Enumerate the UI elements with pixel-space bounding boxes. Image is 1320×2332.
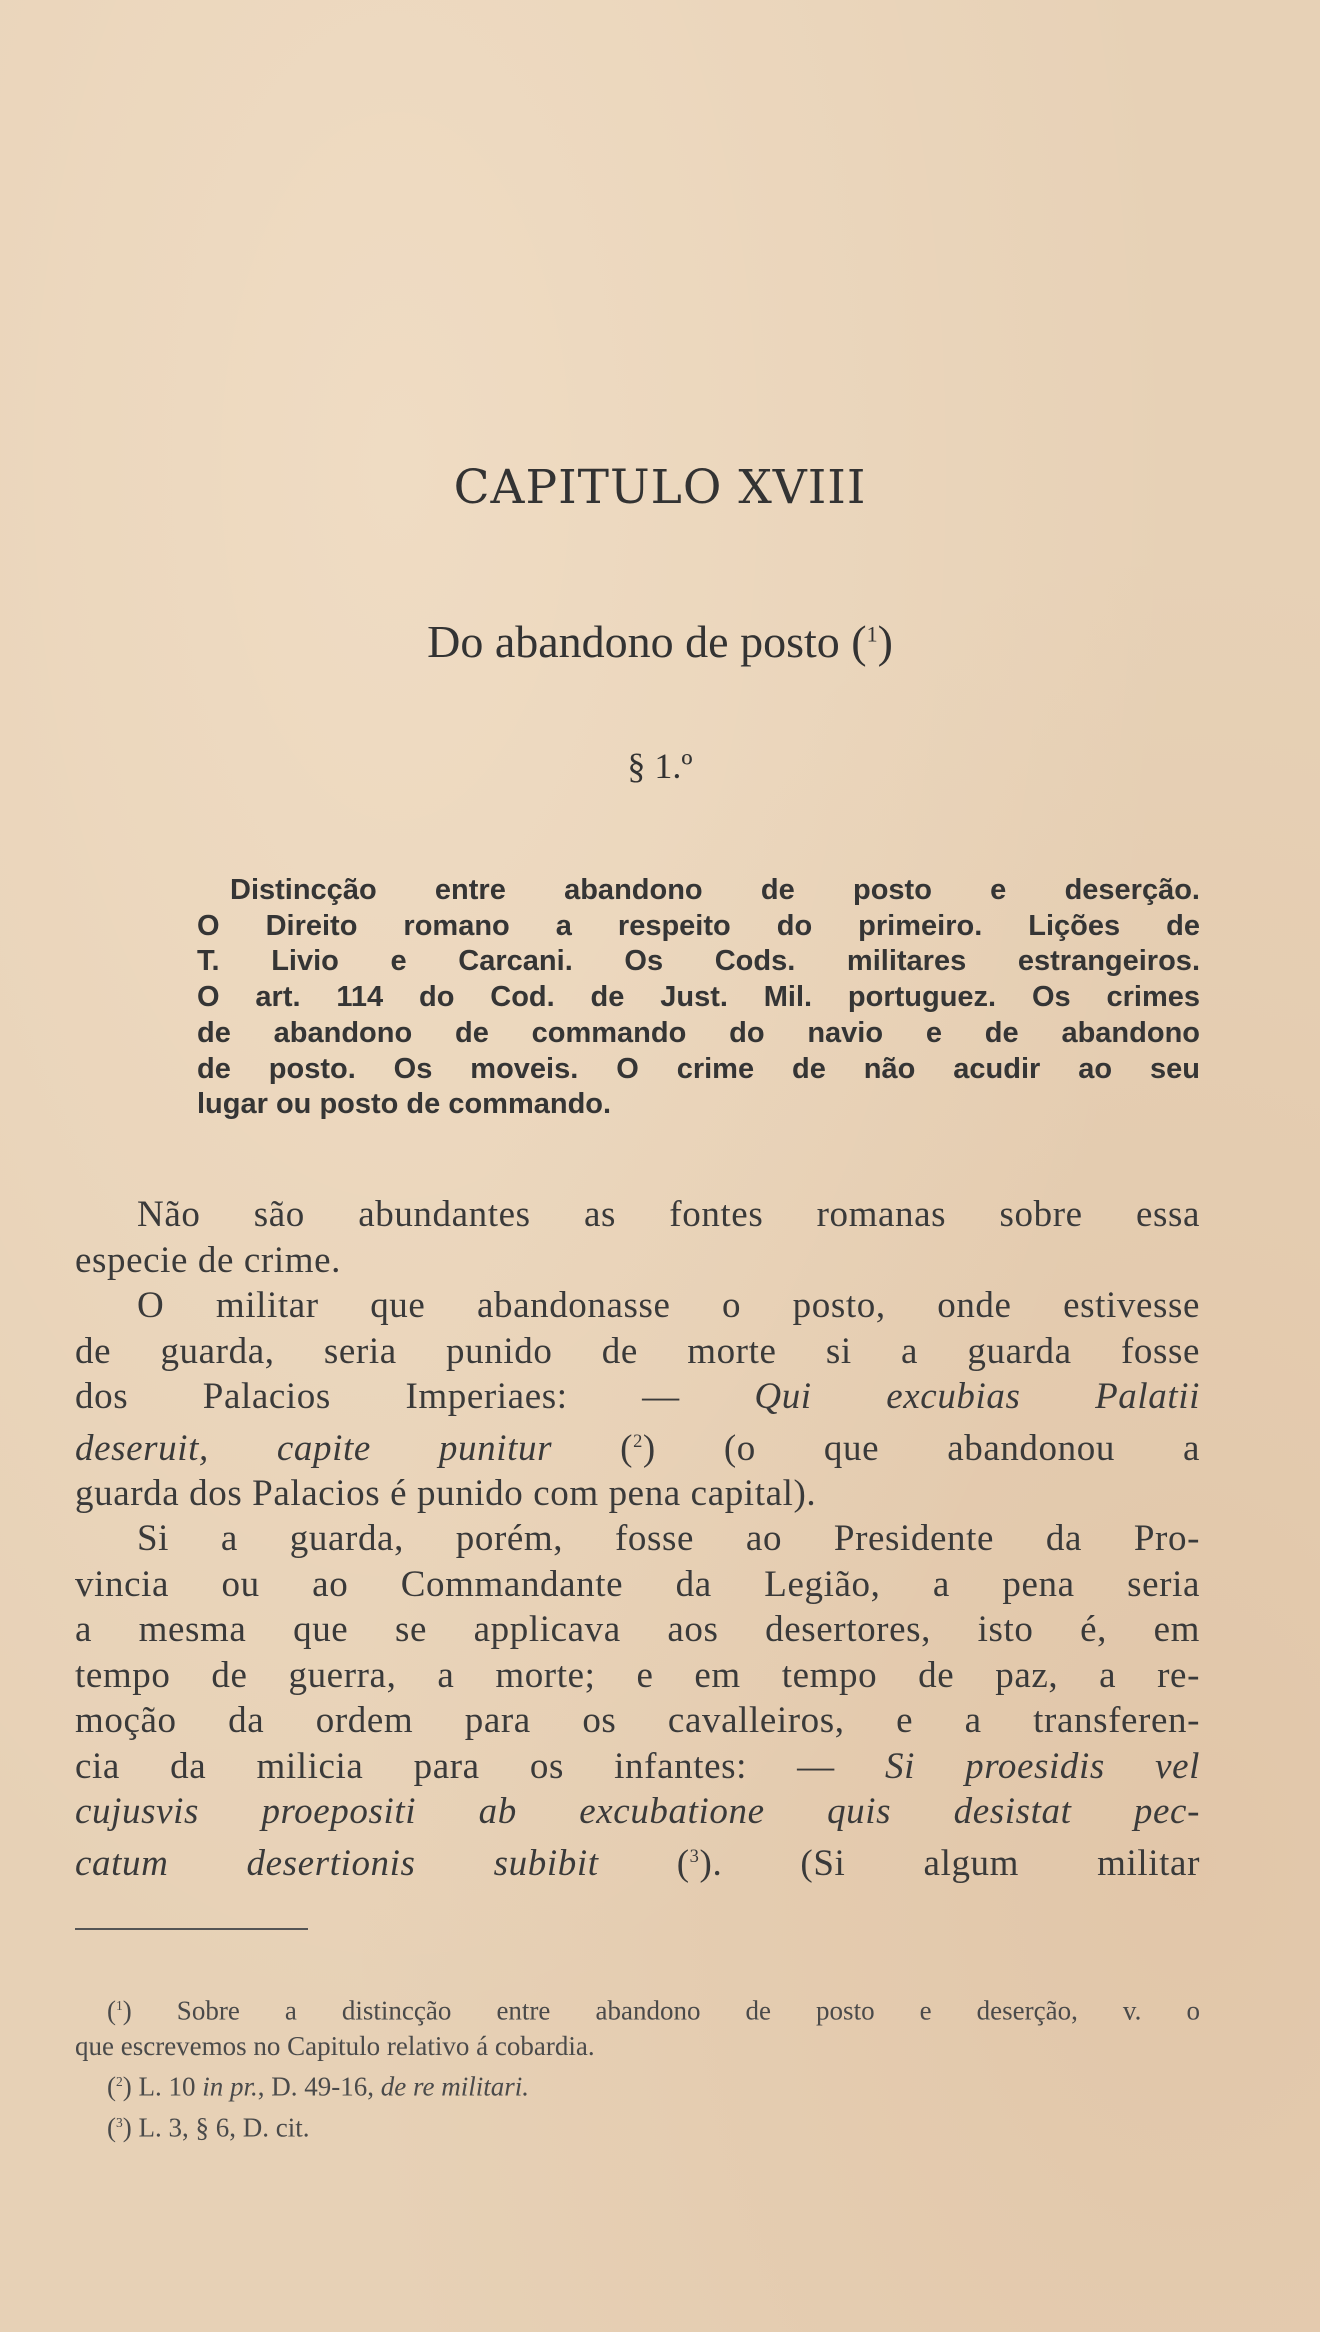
text-line (75, 1192, 1200, 1238)
text-line (75, 1329, 1200, 1375)
text-segment: ( (107, 1995, 116, 2026)
latin-text: de re militari. (380, 2071, 530, 2102)
footnote-ref: 3 (116, 2114, 123, 2130)
summary-line: T. Livio e Carcani. Os Cods. militares estrangeiros. (197, 945, 1200, 978)
text-segment: de guarda, seria punido de morte si a guarda fosse (75, 1330, 1200, 1372)
text-segment: ) L. 10 (122, 2071, 203, 2102)
latin-text: cujusvis proepositi ab excubatione quis desistat pec- (75, 1791, 1200, 1833)
footnote-ref: 2 (633, 1431, 643, 1452)
footnote-divider (75, 1928, 308, 1930)
chapter-title: CAPITULO XVIII (453, 460, 867, 515)
text-line (75, 1420, 1200, 1471)
text-segment: ). (Si algum militar (699, 1842, 1200, 1884)
text-line (75, 1283, 1200, 1329)
text-segment: que escrevemos no Capitulo relativo á cobardia. (75, 2031, 595, 2062)
subtitle-text: Do abandono de posto (427, 616, 840, 667)
text-segment: ( (107, 2112, 116, 2143)
summary-line: Distincção entre abandono de posto e deserção. (230, 874, 1200, 906)
text-segment: O militar que abandonasse o posto, onde estivesse (137, 1285, 1200, 1326)
footnote-line (75, 1988, 1200, 2028)
text-segment: vincia ou ao Commandante da Legião, a pena seria (75, 1563, 1200, 1605)
footnote-line (75, 2064, 1200, 2104)
text-segment: ( (552, 1427, 634, 1469)
text-segment: guarda dos Palacios é punido com pena capital). (75, 1472, 817, 1514)
text-segment: especie de crime. (75, 1239, 341, 1281)
footnote-line (75, 2105, 1200, 2145)
latin-text: catum desertionis subibit (75, 1842, 599, 1884)
summary-line: de abandono de commando do navio e de abandono (197, 1016, 1200, 1049)
text-line (75, 1516, 1200, 1562)
text-line (75, 1835, 1200, 1886)
text-segment: tempo de guerra, a morte; e em tempo de paz, a re- (75, 1654, 1200, 1696)
latin-text: Si proesidis vel (884, 1745, 1200, 1787)
footnote-line (75, 2028, 1200, 2064)
section-summary (197, 873, 1200, 1123)
latin-text: Qui excubias Palatii (754, 1376, 1200, 1417)
text-line (75, 1238, 1200, 1284)
text-segment: cia da milicia para os infantes: — (75, 1745, 885, 1787)
text-line (75, 1744, 1200, 1790)
text-line (75, 1607, 1200, 1653)
text-segment: ) Sobre a distincção entre abandono de posto e deserção, v. o (122, 1995, 1200, 2026)
footnote-ref: 2 (116, 2074, 123, 2090)
text-line (75, 1374, 1200, 1420)
footnote-ref: 1 (116, 1998, 123, 2013)
text-segment: dos Palacios Imperiaes: — (75, 1376, 755, 1417)
summary-line: O Direito romano a respeito do primeiro. Lições de (197, 909, 1200, 942)
body-text (75, 1192, 1200, 1886)
chapter-subtitle: Do abandono de posto ($^1$) (427, 616, 893, 667)
text-segment: Si a guarda, porém, fosse ao Presidente da Pro- (137, 1518, 1200, 1560)
latin-text: in pr. (202, 2071, 258, 2102)
summary-line: de posto. Os moveis. O crime de não acudir ao seu (197, 1052, 1200, 1085)
text-segment: ( (598, 1842, 690, 1884)
text-segment: ) (o que abandonou a (642, 1427, 1200, 1469)
summary-line: O art. 114 do Cod. de Just. Mil. portuguez. Os crimes (197, 981, 1200, 1014)
section-heading: § 1.º (627, 746, 693, 786)
summary-line: lugar ou posto de commando. (197, 1088, 612, 1121)
text-segment: a mesma que se applicava aos desertores, isto é, em (75, 1609, 1200, 1651)
footnote-ref: 1 (866, 621, 878, 647)
text-segment: , D. 49-16, (257, 2071, 381, 2102)
latin-text: deseruit, capite punitur (75, 1427, 553, 1469)
text-segment: moção da ordem para os cavalleiros, e a transferen- (75, 1700, 1200, 1742)
text-line (75, 1653, 1200, 1699)
text-line (75, 1698, 1200, 1744)
text-line (75, 1789, 1200, 1835)
text-line (75, 1562, 1200, 1608)
text-line (75, 1471, 1200, 1517)
text-segment: ( (107, 2071, 116, 2102)
text-segment: ) L. 3, § 6, D. cit. (122, 2112, 310, 2143)
footnotes (75, 1988, 1200, 2145)
text-segment: Não são abundantes as fontes romanas sobre essa (137, 1194, 1200, 1235)
footnote-ref: 3 (689, 1846, 700, 1867)
